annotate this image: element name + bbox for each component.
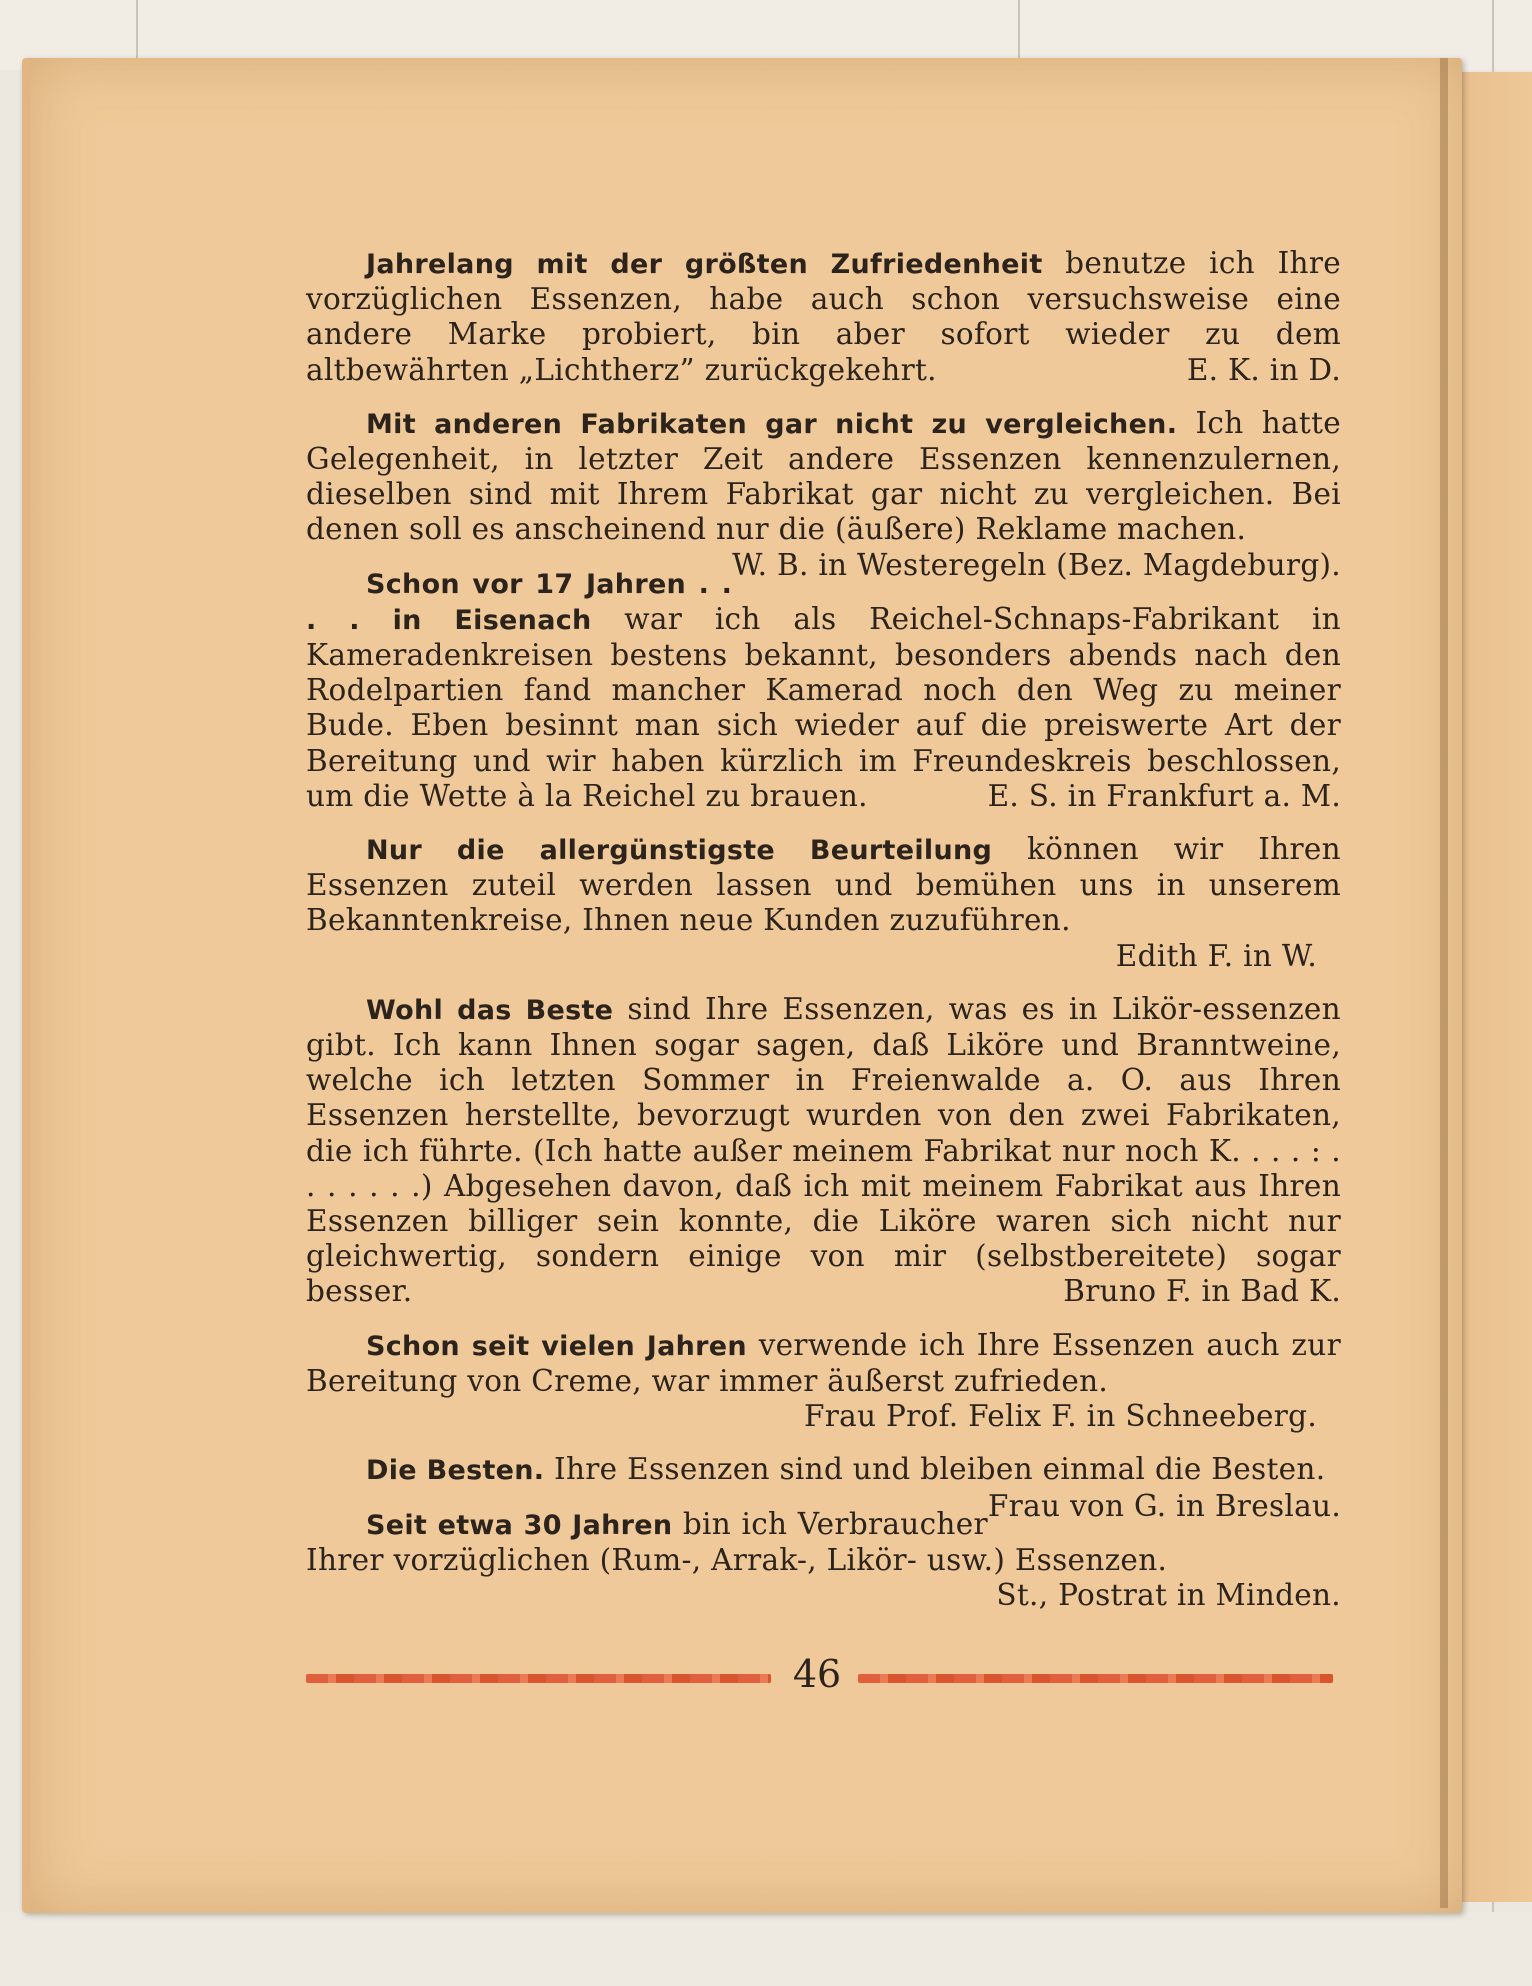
testimonial-entry [306,246,1341,388]
testimonial-text: war ich als Reichel-Schnaps-Fabrikant in Kameradenkreisen bestens bekannt, besonders abends nach den Rodelpartien fand mancher Kamerad noch den Weg zu meiner Bude. Eben besinnt man sich wieder auf die preiswerte Art der Bereitung und wir haben kürzlich im Freundeskreis beschlossen, um die Wette à la Reichel zu brauen. [306,601,1341,813]
testimonial-signature: Frau Prof. Felix F. in Schneeberg. [803,1399,1317,1434]
testimonial-lead: Mit anderen Fabrikaten gar nicht zu vergleichen. [366,408,1178,440]
decorative-rule-right [858,1674,1333,1683]
decorative-rule-left [306,1674,771,1683]
testimonial-lead: Schon vor 17 Jahren . . . . in Eisenach [306,568,733,636]
testimonial-text: sind Ihre Essenzen, was es in Likör-essenzen gibt. Ich kann Ihnen sogar sagen, daß Liköre und Branntweine, welche ich letzten Sommer in Freienwalde a. O. aus Ihren Essenzen herstellte, bevorzugt wurden von den zwei Fabrikaten, die ich führte. (Ich hatte außer meinem Fabrikat nur noch K. . . . : . . . . . . .) Abgesehen davon, daß ich mit meinem Fabrikat aus Ihren Essenzen billiger sein konnte, die Liköre waren sich nicht nur gleichwertig, sondern einige von mir (selbstbereitete) sogar besser. [306,991,1341,1309]
testimonial-text: Ich hatte Gelegenheit, in letzter Zeit andere Essenzen kennenzulernen, dieselben sind mit Ihrem Fabrikat gar nicht zu vergleichen. Bei denen soll es anscheinend nur die (äußere) Reklame machen. [306,405,1341,547]
background-bottom [0,1912,1532,1986]
testimonial-entry [306,832,1341,974]
testimonial-lead: Seit etwa 30 Jahren [366,1509,673,1541]
testimonial-lead: Die Besten. [366,1455,545,1487]
testimonial-lead: Schon seit vielen Jahren [366,1330,747,1362]
testimonial-text: können wir Ihren Essenzen zuteil werden lassen und bemühen uns in unserem Bekanntenkreise, Ihnen neue Kunden zuzuführen. [306,832,1341,938]
testimonial-signature: Bruno F. in Bad K. [1063,1274,1341,1309]
testimonial-entry [306,405,1341,582]
testimonial-lead: Nur die allergünstigste Beurteilung [366,835,993,867]
testimonials [306,246,1341,1613]
spine-shadow [1440,58,1448,1908]
testimonial-text: Ihre Essenzen sind und bleiben einmal die Besten. [554,1452,1326,1487]
testimonial-entry [306,566,1341,814]
testimonial-entry [306,1328,1341,1435]
testimonial-signature: Edith F. in W. [1115,938,1317,973]
page-number: 46 [792,1652,842,1696]
testimonial-lead: Wohl das Beste [366,994,614,1026]
testimonial-signature: St., Postrat in Minden. [996,1577,1341,1612]
testimonial-signature: Frau von G. in Breslau. [987,1488,1341,1523]
testimonial-text: verwende ich Ihre Essenzen auch zur Bereitung von Creme, war immer äußerst zufrieden. [306,1327,1341,1398]
testimonial-signature: E. S. in Frankfurt a. M. [987,778,1341,813]
testimonial-entry [306,1452,1341,1523]
page-footer [306,1652,1341,1702]
testimonial-signature: E. K. in D. [1186,352,1341,387]
testimonial-text: bin ich Verbraucher Ihrer vorzüglichen (Rum-, Arrak-, Likör- usw.) Essenzen. [306,1506,1168,1577]
testimonial-signature: W. B. in Westeregeln (Bez. Magdeburg). [732,547,1341,582]
testimonial-entry [306,992,1341,1310]
testimonial-lead: Jahrelang mit der größten Zufriedenheit [366,249,1043,280]
testimonial-text: benutze ich Ihre vorzüglichen Essenzen, habe auch schon versuchsweise eine andere Marke probiert, bin aber sofort wieder zu dem altbewährten „Lichtherz” zurückgekehrt. [306,246,1341,387]
